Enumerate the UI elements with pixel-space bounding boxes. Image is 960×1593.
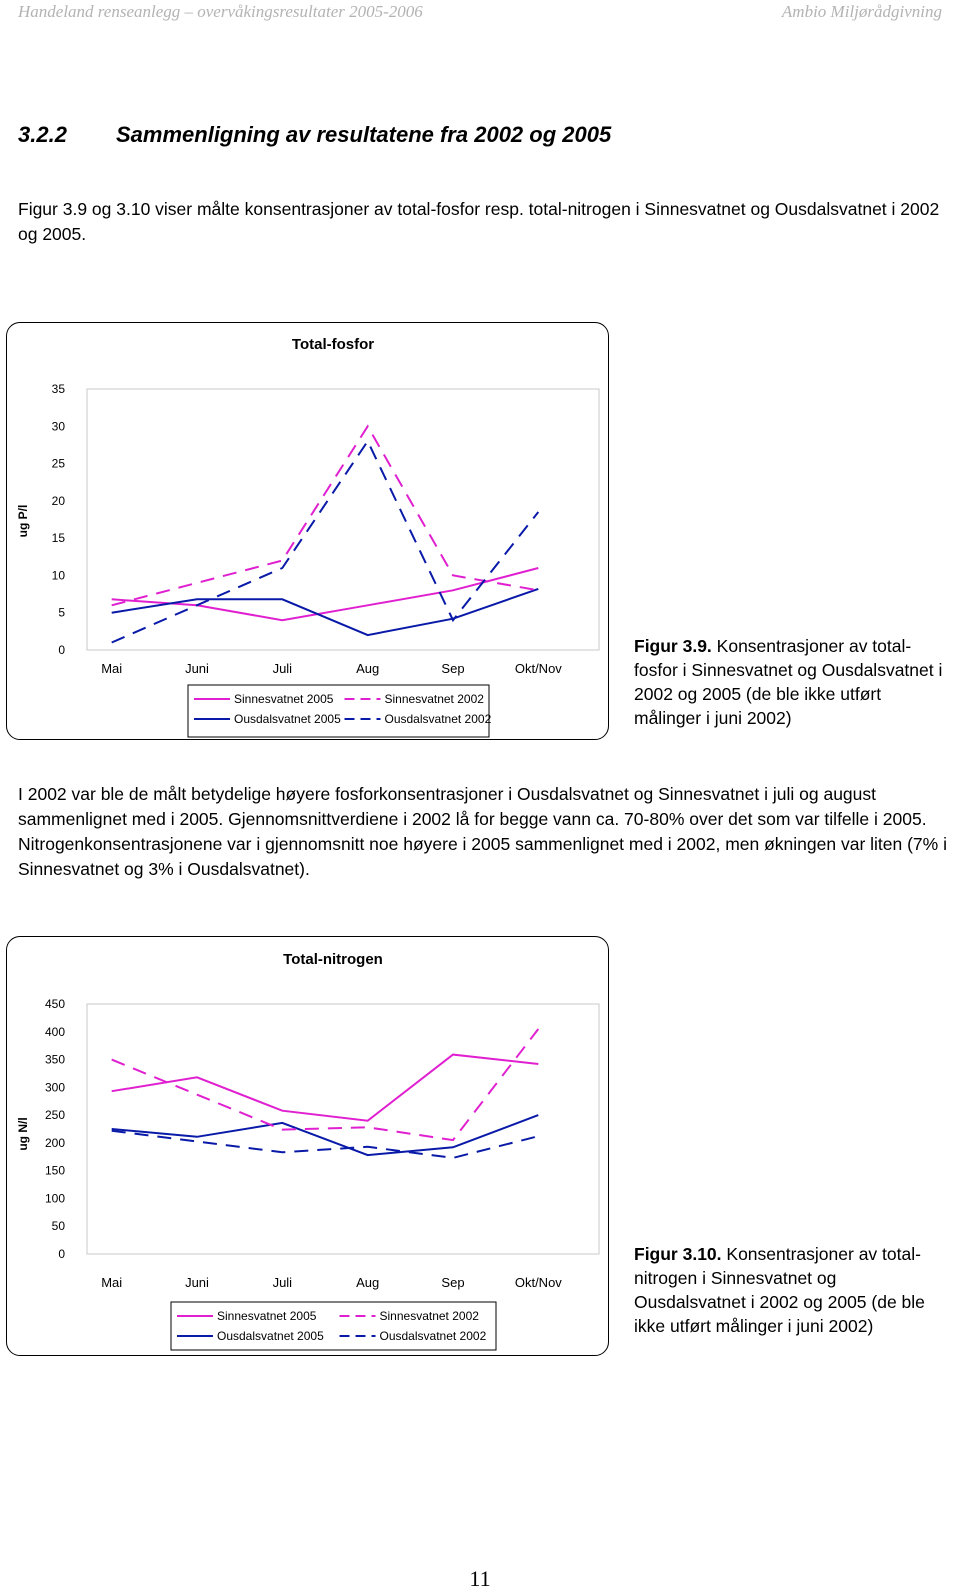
discussion-paragraph: I 2002 var ble de målt betydelige høyere fosforkonsentrasjoner i Ousdalsvatnet og Sinnesvatnet i juli og august sammenlignet med i 2005. Gjennomsnittverdiene i 2002 lå for begge vann ca. 70-80% over det som var tilfelle i 2005. Nitrogenkonsentrasjonene var i gjennomsnitt noe høyere i 2005 sammenlignet med i 2002, men økningen var liten (7% i Sinnesvatnet og 3% i Ousdalsvatnet). [18,784,947,879]
legend-entry: Sinnesvatnet 2002 [379,1309,479,1323]
figure-3-10-caption [634,1242,949,1338]
x-tick-label: Sep [441,661,465,676]
legend-entry: Sinnesvatnet 2005 [217,1309,317,1323]
y-tick-label: 250 [44,1108,65,1123]
page-number: 11 [469,1566,491,1591]
y-tick-label: 20 [51,493,65,508]
series-line-3 [112,426,539,605]
figure-3-10-text: Konsentrasjoner av total-nitrogen i Sinnesvatnet og Ousdalsvatnet i 2002 og 2005 (de ble ikke utført målinger i juni 2002) [634,1244,925,1336]
chart-total-nitrogen-frame [6,936,609,1356]
chart-total-fosfor [7,323,608,739]
intro-paragraph: Figur 3.9 og 3.10 viser målte konsentrasjoner av total-fosfor resp. total-nitrogen i Sinnesvatnet og Ousdalsvatnet i 2002 og 2005. [18,199,940,244]
legend-entry: Ousdalsvatnet 2005 [217,1329,324,1343]
series-line-1 [112,568,539,620]
chart-total-nitrogen [7,937,608,1355]
figure-3-9-caption [634,634,949,730]
y-tick-label: 50 [51,1219,65,1234]
running-header-left: Handeland renseanlegg – overvåkingsresultater 2005-2006 [18,2,423,21]
x-tick-label: Juli [272,1275,293,1290]
y-tick-label: 10 [51,568,65,583]
y-tick-label: 300 [44,1080,65,1095]
running-header-right: Ambio Miljørådgivning [781,2,942,21]
legend-entry: Sinnesvatnet 2005 [234,692,334,706]
x-tick-label: Juli [272,661,293,676]
legend-entry: Sinnesvatnet 2002 [384,692,484,706]
y-axis-label: ug N/l [16,1117,30,1151]
section-number: 3.2.2 [18,122,67,147]
chart-total-fosfor-frame [6,322,609,740]
y-tick-label: 150 [44,1163,65,1178]
y-tick-label: 5 [58,605,65,620]
legend-entry: Ousdalsvatnet 2005 [234,712,341,726]
chart-title: Total-fosfor [291,336,375,353]
y-tick-label: 200 [44,1135,65,1150]
chart-title: Total-nitrogen [283,951,383,968]
y-tick-label: 15 [51,531,65,546]
y-tick-label: 350 [44,1052,65,1067]
y-tick-label: 100 [44,1191,65,1206]
x-tick-label: Mai [101,661,123,676]
x-tick-label: Juni [185,1275,209,1290]
section-title: Sammenligning av resultatene fra 2002 og 2005 [116,122,612,147]
x-tick-label: Aug [356,1275,380,1290]
y-tick-label: 450 [44,997,65,1011]
y-tick-label: 400 [44,1024,65,1039]
figure-3-9-text: Konsentrasjoner av total-fosfor i Sinnesvatnet og Ousdalsvatnet i 2002 og 2005 (de ble ikke utført målinger i juni 2002) [634,636,943,728]
section-heading [18,122,611,148]
x-tick-label: Sep [441,1275,465,1290]
x-tick-label: Aug [356,661,380,676]
series-line-3 [112,1029,539,1140]
y-axis-label: ug P/l [16,504,30,538]
legend-entry: Ousdalsvatnet 2002 [384,712,492,726]
y-tick-label: 35 [51,382,65,396]
y-tick-label: 30 [51,419,65,434]
x-tick-label: Okt/Nov [514,661,562,676]
plot-area [87,389,599,650]
x-tick-label: Mai [101,1275,123,1290]
y-tick-label: 0 [58,1247,65,1261]
legend-entry: Ousdalsvatnet 2002 [379,1329,487,1343]
figure-3-10-label: Figur 3.10. [634,1244,722,1264]
plot-area [87,1004,599,1254]
y-tick-label: 25 [51,456,65,471]
x-tick-label: Juni [185,661,209,676]
x-tick-label: Okt/Nov [514,1275,562,1290]
figure-3-9-label: Figur 3.9. [634,636,712,656]
y-tick-label: 0 [58,643,65,657]
